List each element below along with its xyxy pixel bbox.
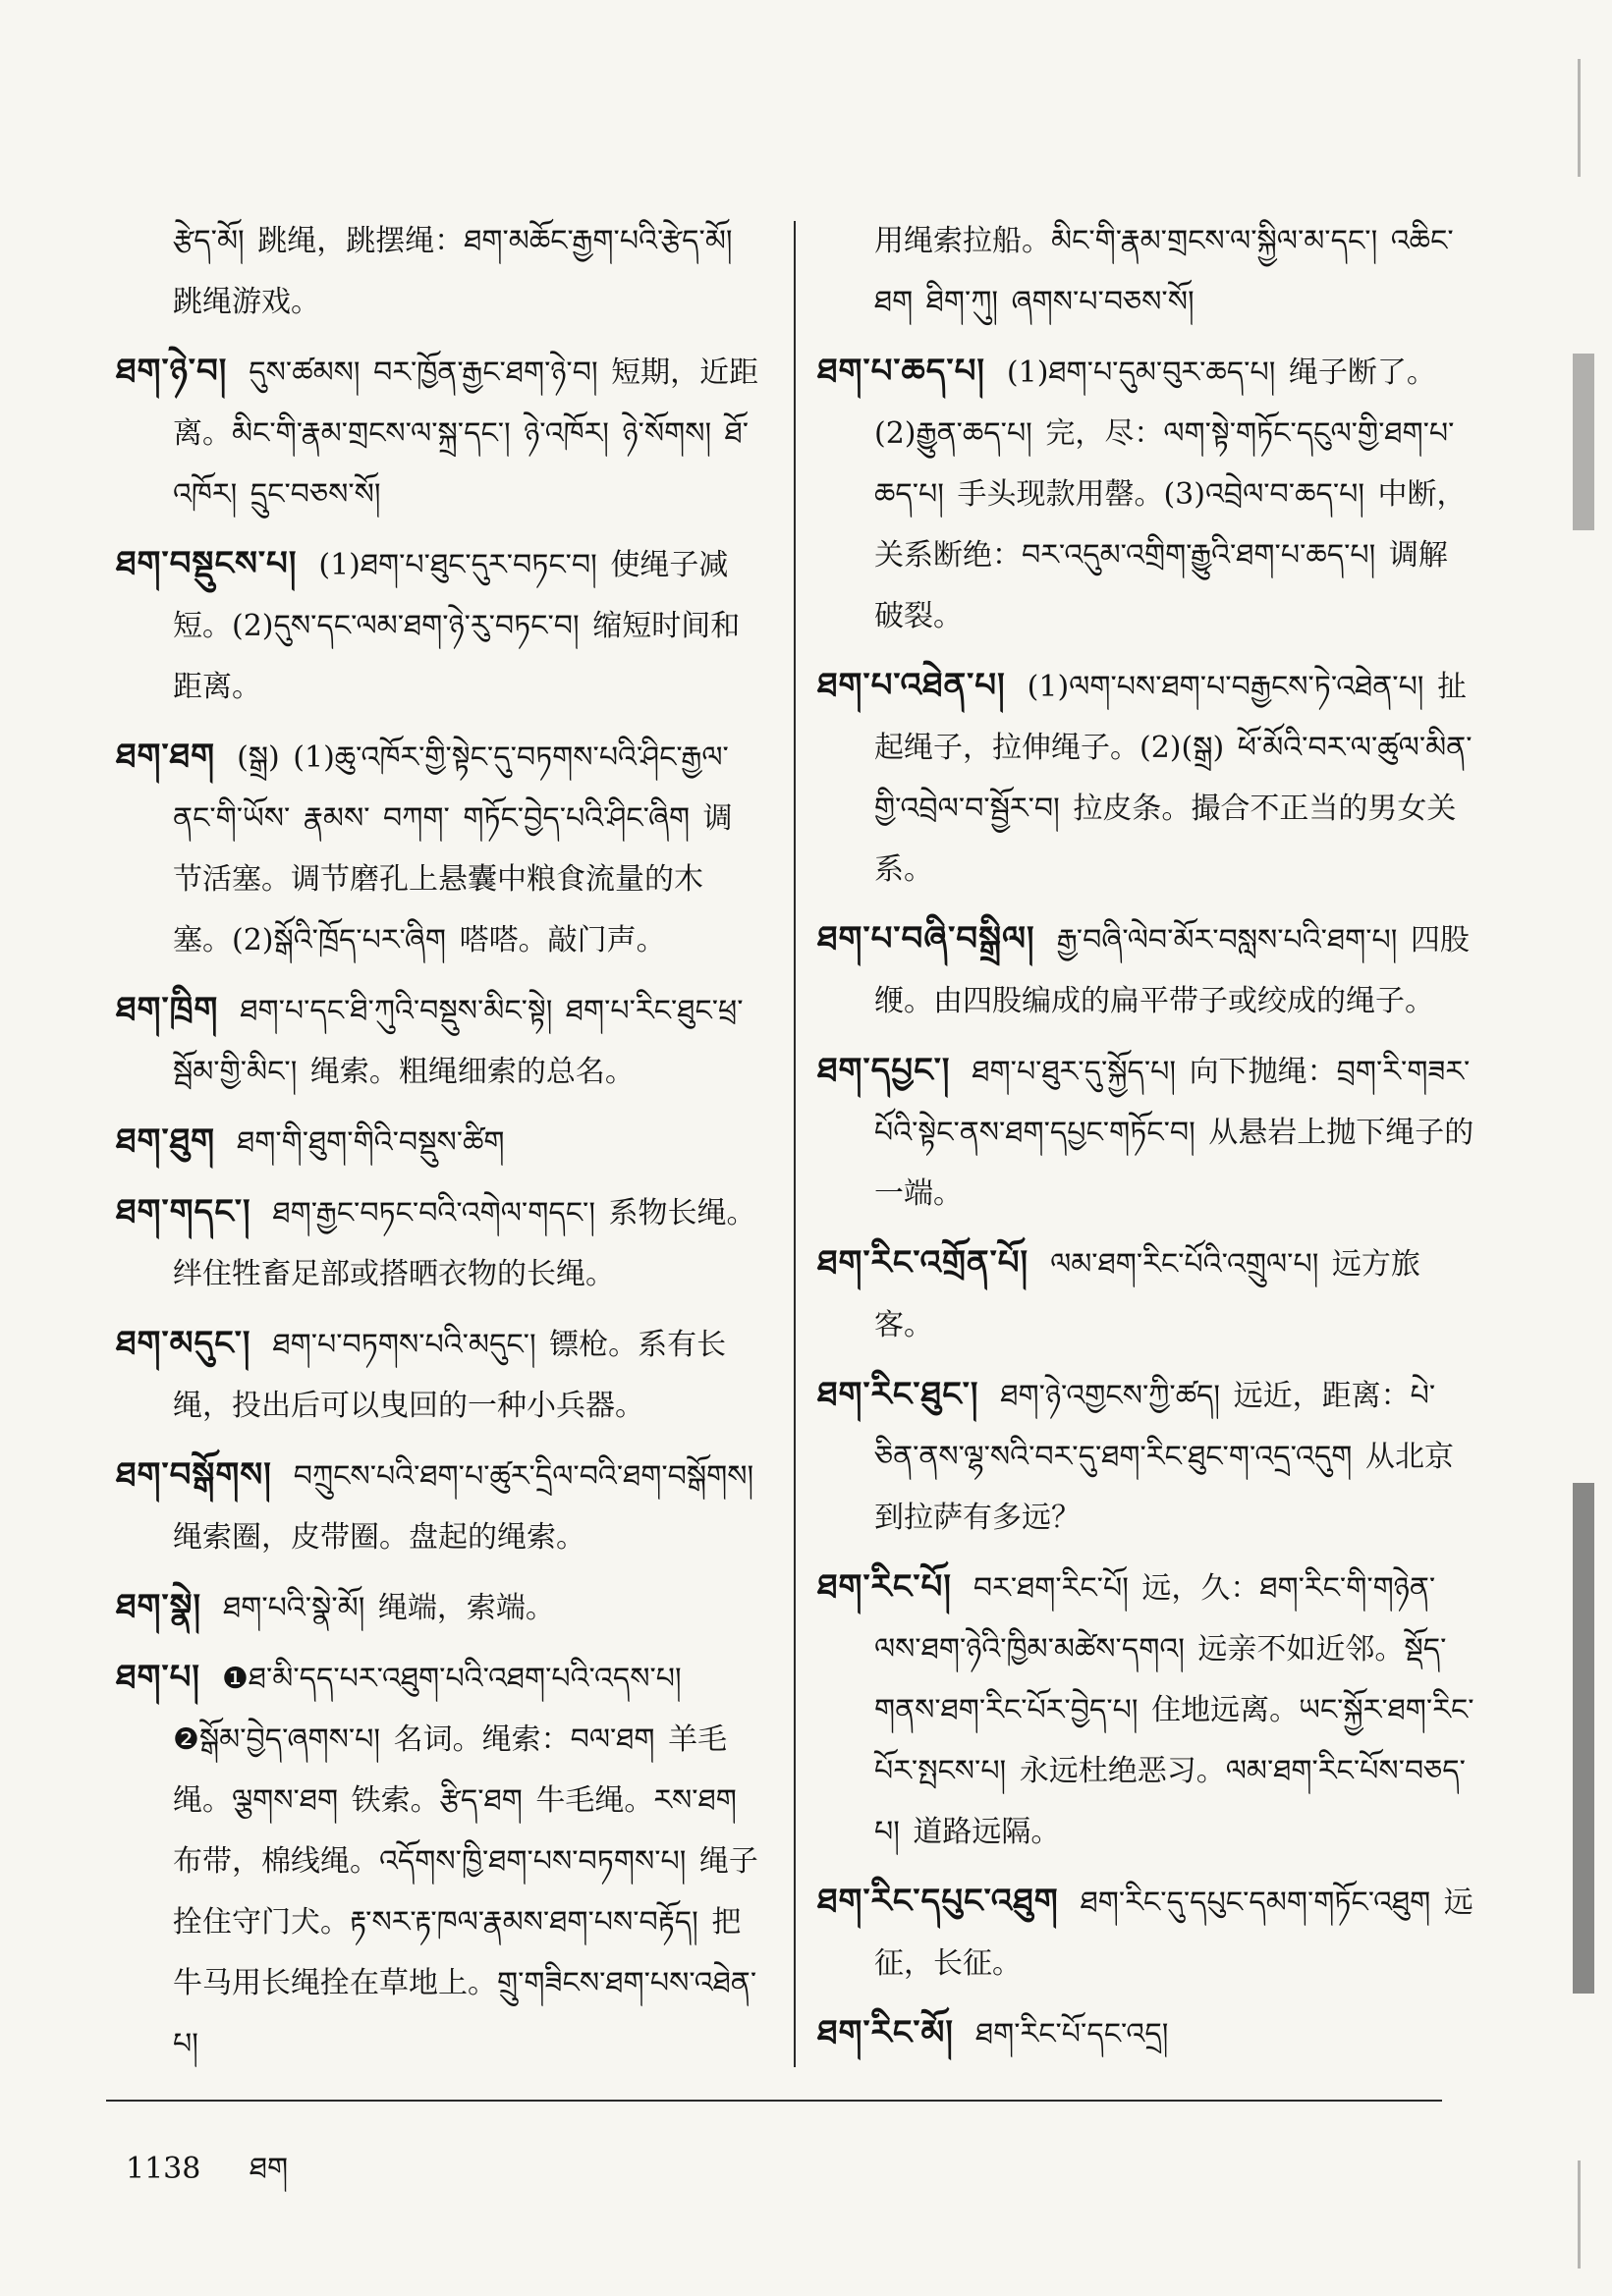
entry-headword: ཐག་པ་འཐེན་པ། <box>817 666 1006 705</box>
running-head: ཐག <box>249 2152 289 2186</box>
dictionary-entry <box>116 341 759 525</box>
scan-edge-dash <box>1578 59 1581 177</box>
scan-edge-dash <box>1578 2160 1581 2269</box>
dictionary-entry <box>116 533 759 718</box>
scan-edge-mark <box>1573 1483 1594 1994</box>
entry-definition: ལམ་ཐག་རིང་པོའི་འགྲུལ་པ། 远方旅客。 <box>874 1247 1420 1342</box>
entry-headword: ཐག་གདང་། <box>116 1192 251 1231</box>
dictionary-entry <box>116 1313 759 1437</box>
entry-definition: (1)ལག་པས་ཐག་པ་བརྒྱངས་ཏེ་འཐེན་པ། 扯起绳子，拉伸绳子。(2)(སྒྲ) ཕོ་མོའི་བར་ལ་ཚུལ་མིན་གྱི་འབྲེལ་བ་སྦྱོར་བ། 拉皮条。撮合不正当的男女关系。 <box>874 670 1473 887</box>
dictionary-entry <box>116 1576 759 1639</box>
dictionary-entry <box>116 211 759 333</box>
dictionary-entry <box>817 655 1475 901</box>
dictionary-entry <box>116 979 759 1103</box>
entry-definition: དུས་ཚམས། བར་ཁྱོན་རྒྱང་ཐག་ཉེ་བ། 短期，近距离。མིང་གི་རྣམ་གྲངས་ལ་སྐྲ་དང་། ཉེ་འཁོར། ཉེ་སོགས། ཐོ་འཁོར། དྲུང་བཅས་སོ། <box>173 355 759 512</box>
entry-headword: ཐག་མདུང་། <box>116 1324 251 1363</box>
entry-definition: ཐག་རིང་དུ་དཔུང་དམག་གཏོང་འཐུག 远征，长征。 <box>874 1886 1473 1981</box>
entry-headword: ཐག་རིང་ཐུང་། <box>817 1375 979 1414</box>
entry-headword: ཐག་རིང་འགྲོན་པོ། <box>817 1243 1029 1283</box>
entry-headword: ཐག་བསྡུངས་པ། <box>116 544 298 583</box>
footer-rule <box>106 2100 1442 2102</box>
entry-headword: ཐག་པ། <box>116 1658 200 1697</box>
entry-headword: ཐག་ཐག <box>116 737 216 776</box>
dictionary-entry <box>116 1445 759 1568</box>
entry-definition: ཐག་གི་ཐུག་གིའི་བསྡུས་ཚིག <box>237 1125 505 1160</box>
dictionary-entry <box>817 211 1475 333</box>
page-footer <box>126 2136 327 2218</box>
column-divider <box>794 221 796 2067</box>
entry-headword: ཐག་བསྒོགས། <box>116 1455 272 1495</box>
left-column <box>116 211 759 2083</box>
scan-edge-mark <box>1573 354 1594 530</box>
entry-definition: བཀྲུངས་པའི་ཐག་པ་ཚུར་དྲིལ་བའི་ཐག་བསྒོགས། 绳索圈，皮带圈。盘起的绳索。 <box>173 1459 754 1555</box>
dictionary-entry <box>817 1364 1475 1549</box>
entry-headword: ཐག་ཁྲིག <box>116 990 219 1029</box>
dictionary-entry <box>817 1557 1475 1863</box>
entry-definition: ཐག་པའི་སྣེ་མོ། 绳端，索端。 <box>223 1591 555 1625</box>
entry-headword: ཐག་པ་ཆད་པ། <box>817 352 985 391</box>
entry-headword: ཐག་རིང་མོ། <box>817 2013 954 2052</box>
entry-definition: རྒྱ་བཞི་ལེབ་མོར་བསླས་པའི་ཐག་པ། 四股缏。由四股编成的扁平带子或绞成的绳子。 <box>874 923 1470 1018</box>
entry-headword: ཐག་པ་བཞི་བསྒྲིལ། <box>817 919 1035 958</box>
entry-headword: ཐག་དཔྱང་། <box>817 1051 951 1090</box>
dictionary-entry <box>116 1111 759 1174</box>
entry-definition: ཐག་པ་དང་ཐི་ཀུའི་བསྡུས་མིང་སྟེ། ཐག་པ་རིང་ཐུང་ཕྲ་སྦོམ་གྱི་མིང་། 绳索。粗绳细索的总名。 <box>173 994 744 1089</box>
dictionary-entry <box>817 908 1475 1032</box>
entry-definition: ཐག་རིང་པོ་དང་འདྲ། <box>974 2017 1169 2051</box>
entry-definition: ❶ཐ་མི་དད་པར་འཐུག་པའི་འཐག་པའི་འདས་པ། ❷སྒོམ་བྱེད་ཞགས་པ། 名词。绳索：བལ་ཐག 羊毛绳。ལྕགས་ཐག 铁索。རྩིད་ཐག 牛毛绳。རས་ཐག 布带，棉线绳。འདོགས་ཁྱི་ཐག་པས་བཏགས་པ། 绳子拴住守门犬。རྟ་སར་རྟ་ཁལ་རྣམས་ཐག་པས་བརྟོད། 把牛马用长绳拴在草地上。གྲུ་གཟིངས་ཐག་པས་འཐེན་པ། <box>173 1662 758 2061</box>
entry-definition: (1)ཐག་པ་དུམ་བུར་ཆད་པ། 绳子断了。(2)རྒྱུན་ཆད་པ། 完，尽：ལག་སྟེ་གཏོང་དངུལ་གྱི་ཐག་པ་ཆད་པ། 手头现款用罄。(3)འབྲེལ་བ་ཆད་པ། 中断，关系断绝：བར་འདུམ་འགྲིག་རྒྱུའི་ཐག་པ་ཆད་པ། 调解破裂。 <box>874 355 1467 633</box>
entry-definition: ཐག་པ་ཐུར་དུ་སྐྱོད་པ། 向下抛绳：བྲག་རི་གཟར་པོའི་སྟེང་ནས་ཐག་དཔྱང་གཏོང་བ། 从悬岩上抛下绳子的一端。 <box>874 1055 1474 1211</box>
entry-definition: ཐག་པ་བཏགས་པའི་མདུང་། 镖枪。系有长绳，投出后可以曳回的一种小兵器。 <box>173 1328 727 1423</box>
dictionary-entry <box>817 1040 1475 1225</box>
entry-definition: (1)ཐག་པ་ཐུང་དུར་བཏང་བ། 使绳子减短。(2)དུས་དང་ལམ་ཐག་ཉེ་རུ་བཏང་བ། 缩短时间和距离。 <box>173 548 741 704</box>
dictionary-entry <box>116 1181 759 1305</box>
dictionary-entry <box>116 1647 759 2075</box>
entry-definition: རྩེད་མོ། 跳绳，跳摆绳：ཐག་མཆོང་རྒྱག་པའི་རྩེད་མོ། 跳绳游戏。 <box>173 224 733 319</box>
page-number: 1138 <box>126 2152 201 2186</box>
dictionary-entry <box>116 726 759 971</box>
entry-definition: 用绳索拉船。མིང་གི་རྣམ་གྲངས་ལ་སྐྱིལ་མ་དང་། འཆིང་ཐག ཐིག་ཀུ། ཞགས་པ་བཅས་སོ། <box>874 224 1454 319</box>
entry-definition: བར་ཐག་རིང་པོ། 远，久：ཐག་རིང་གི་གཉེན་ལས་ཐག་ཉེའི་ཁྱིམ་མཚེས་དགའ། 远亲不如近邻。སྡོད་གནས་ཐག་རིང་པོར་བྱེད་པ། 住地远离。ཡང་སྐྱོར་ཐག་རིང་པོར་སྤངས་པ། 永远杜绝恶习。ལམ་ཐག་རིང་པོས་བཅད་པ། 道路远隔。 <box>874 1571 1474 1849</box>
entry-definition: ཐག་ཉེ་འགྱངས་ཀྱི་ཚད། 远近，距离：པེ་ཅིན་ནས་ལྷ་སའི་བར་དུ་ཐག་རིང་ཐུང་ག་འདྲ་འདུག 从北京到拉萨有多远？ <box>874 1379 1454 1535</box>
entry-headword: ཐག་སྣེ། <box>116 1587 202 1626</box>
dictionary-entry <box>817 341 1475 647</box>
right-column <box>817 211 1475 2073</box>
entry-headword: ཐག་རིང་པོ། <box>817 1567 952 1607</box>
entry-definition: (སྒྲ) (1)ཆུ་འཁོར་གྱི་སྟེང་དུ་བཏགས་པའི་ཤིང་རྒྱལ་ནང་གི་ཡོས་ རྣམས་ བཀག་ གཏོང་བྱེད་པའི་ཤིང་ཞིག 调节活塞。调节磨孔上悬囊中粮食流量的木塞。(2)སྒོའི་ཁྲོད་པར་ཞིག 嗒嗒。敲门声。 <box>173 740 733 957</box>
dictionary-entry <box>817 1871 1475 1995</box>
entry-headword: ཐག་ཉེ་བ། <box>116 352 228 391</box>
dictionary-entry <box>817 2002 1475 2065</box>
entry-headword: ཐག་རིང་དཔུང་འཐུག <box>817 1882 1059 1921</box>
entry-definition: ཐག་རྒྱང་བཏང་བའི་འགེལ་གདང་། 系物长绳。绊住牲畜足部或搭晒衣物的长绳。 <box>173 1196 756 1291</box>
entry-headword: ཐག་ཐུག <box>116 1121 216 1161</box>
dictionary-entry <box>817 1232 1475 1356</box>
